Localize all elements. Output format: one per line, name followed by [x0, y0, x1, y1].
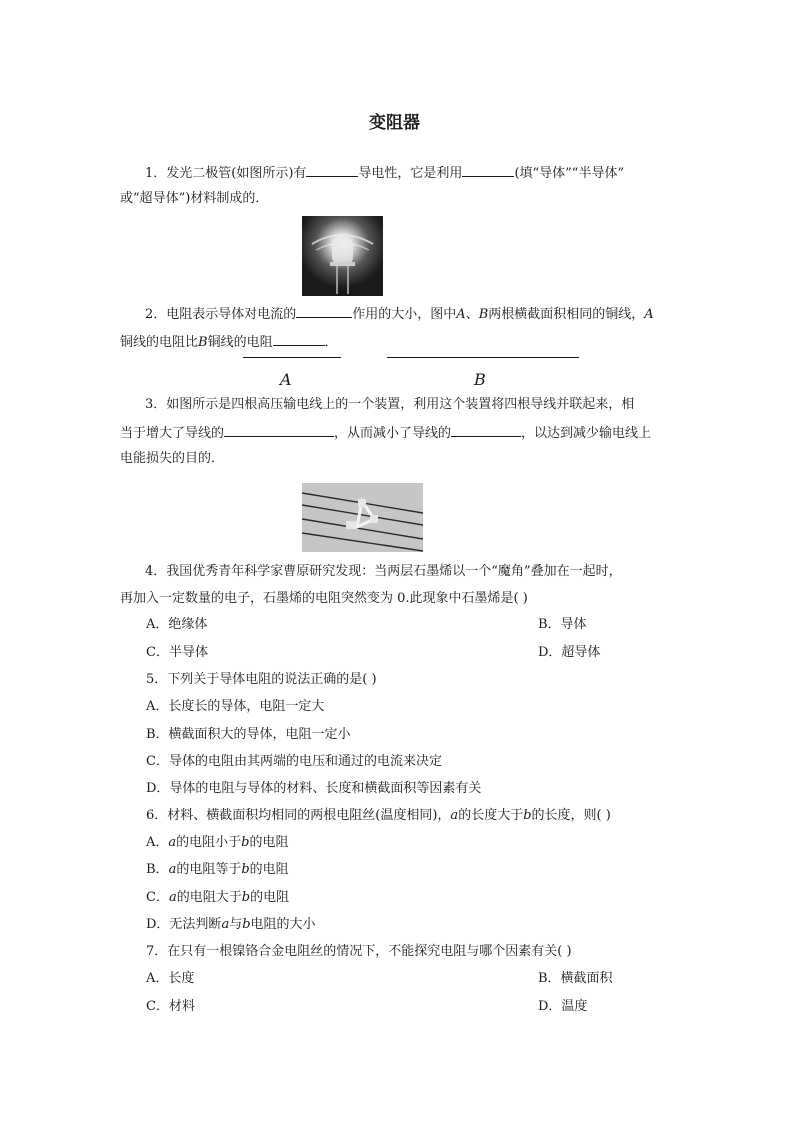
q2-text-2a: 铜线的电阻比: [120, 335, 199, 350]
question-4-line-1: 4．我国优秀青年科学家曹原研究发现：当两层石墨烯以一个“魔角”叠加在一起时，: [145, 564, 622, 579]
q1-text-c: (填“导体”“半导体”: [514, 166, 625, 181]
q7-option-d[interactable]: D．温度: [538, 999, 588, 1014]
wire-a: [243, 357, 341, 358]
q6-stem-c: 的长度大于: [458, 808, 524, 823]
q6-c-end: 的电阻: [250, 890, 290, 905]
question-3-line-3: 电能损失的目的．: [120, 451, 225, 466]
question-3-line-1: 3．如图所示是四根高压输电线上的一个装置，利用这个装置将四根导线并联起来，相: [145, 397, 635, 412]
q6-a-prefix: A．: [146, 835, 169, 850]
question-5-stem: 5．下列关于导体电阻的说法正确的是( ): [146, 672, 377, 687]
q7-option-b[interactable]: B．横截面积: [538, 971, 613, 986]
q3-blank-1: [224, 422, 334, 437]
q4-option-a[interactable]: A．绝缘体: [146, 617, 208, 632]
q6-var-a: a: [450, 808, 459, 823]
q6-option-b[interactable]: [146, 860, 289, 880]
q2-text-2c: 铜线的电阻: [207, 335, 273, 350]
q5-option-a[interactable]: A．长度长的导体，电阻一定大: [146, 699, 325, 714]
question-2-line-2: [120, 331, 338, 353]
q6-b-mid: 的电阻等于: [176, 862, 242, 877]
q4-option-b[interactable]: B．导体: [538, 617, 587, 632]
question-2-line-1: [145, 303, 654, 325]
q6-a-var-a: a: [168, 835, 177, 850]
q6-b-prefix: B．: [146, 862, 169, 877]
q2-label-a-end: A: [644, 307, 654, 322]
q6-option-c[interactable]: [146, 888, 289, 908]
question-6-stem: [146, 806, 611, 826]
led-photo: [302, 216, 383, 296]
q6-b-var-a: a: [168, 862, 177, 877]
q3-text-b: ，从而减小了导线的: [334, 426, 452, 441]
wire-b-label: B: [474, 370, 486, 389]
question-4-line-2: 再加入一定数量的电子，石墨烯的电阻突然变为 0.此现象中石墨烯是( ): [120, 591, 528, 606]
q3-text-c: ，以达到减少输电线上: [521, 426, 652, 441]
q6-d-mid: 与: [229, 917, 243, 932]
q3-blank-2: [451, 422, 521, 437]
q5-option-d[interactable]: D．导体的电阻与导体的材料、长度和横截面积等因素有关: [146, 781, 482, 796]
q6-c-var-a: a: [168, 890, 177, 905]
q2-blank-2: [273, 331, 325, 346]
question-3-line-2: [120, 422, 651, 444]
q6-stem-a: 6．材料、横截面积均相同的两根电阻丝(温度相同)，: [146, 808, 451, 823]
q2-text-b: 作用的大小，图中: [352, 307, 457, 322]
q2-text-a: 2．电阻表示导体对电流的: [145, 307, 297, 322]
q5-option-c[interactable]: C．导体的电阻由其两端的电压和通过的电流来决定: [146, 754, 442, 769]
q6-stem-e: 的长度，则( ): [531, 808, 611, 823]
q1-blank-1: [306, 162, 358, 177]
q6-d-end: 电阻的大小: [250, 917, 316, 932]
q2-blank-1: [296, 303, 352, 318]
q2-text-2d: ．: [324, 335, 338, 350]
q1-text-b: 导电性，它是利用: [358, 166, 463, 181]
q5-option-b[interactable]: B．横截面积大的导体，电阻一定小: [146, 727, 351, 742]
question-1-line-2: 或“超导体”)材料制成的．: [120, 191, 269, 206]
q6-a-var-b: b: [241, 835, 250, 850]
q6-option-a[interactable]: [146, 833, 289, 853]
q7-option-c[interactable]: C．材料: [146, 999, 195, 1014]
q2-label-a-inline: A: [456, 307, 466, 322]
q6-c-prefix: C．: [146, 890, 169, 905]
q4-option-d[interactable]: D．超导体: [538, 645, 601, 660]
q7-option-a[interactable]: A．长度: [146, 971, 195, 986]
led-image: [302, 216, 383, 296]
q3-text-a: 当于增大了导线的: [120, 426, 225, 441]
q6-c-mid: 的电阻大于: [176, 890, 242, 905]
q6-b-var-b: b: [241, 862, 250, 877]
question-1-line-1: [145, 162, 624, 184]
q6-a-end: 的电阻: [249, 835, 289, 850]
q6-var-b: b: [523, 808, 532, 823]
q2-text-f: 两根横截面积相同的铜线，: [488, 307, 645, 322]
question-7-stem: 7．在只有一根镍铬合金电阻丝的情况下，不能探究电阻与哪个因素有关( ): [146, 944, 572, 959]
q6-d-prefix: D．无法判断: [146, 917, 222, 932]
q1-text-a: 1．发光二极管(如图所示)有: [145, 166, 307, 181]
q6-c-var-b: b: [241, 890, 251, 905]
power-line-device-image: [302, 483, 423, 552]
q2-label-b-inline: B: [478, 307, 489, 322]
q1-blank-2: [462, 162, 514, 177]
page-title: 变阻器: [369, 113, 420, 133]
q4-option-c[interactable]: C．半导体: [146, 645, 208, 660]
wire-b: [387, 357, 579, 358]
q6-option-d[interactable]: [146, 915, 316, 935]
wire-a-label: A: [280, 370, 292, 389]
q6-a-mid: 的电阻小于: [176, 835, 242, 850]
q2-text-d: 、: [465, 307, 479, 322]
q6-b-end: 的电阻: [249, 862, 289, 877]
q6-d-var-b: b: [242, 917, 251, 932]
q6-d-var-a: a: [221, 917, 230, 932]
q2-label-b-line2: B: [198, 335, 208, 350]
power-line-photo: [302, 483, 423, 552]
